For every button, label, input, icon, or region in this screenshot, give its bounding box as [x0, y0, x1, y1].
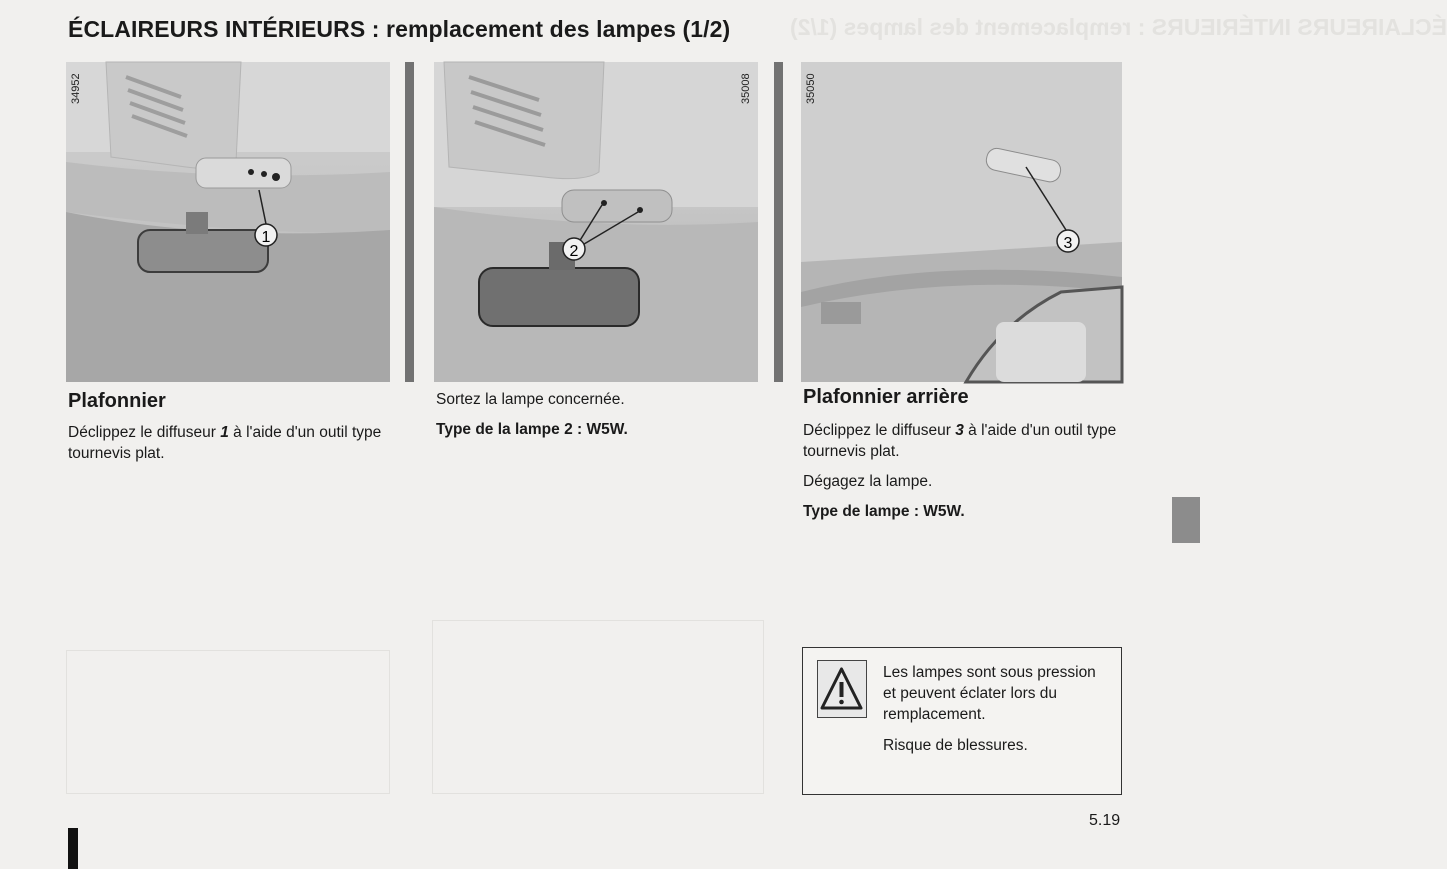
column-divider: [405, 62, 414, 382]
instruction-line: Sortez la lampe concernée.: [436, 391, 625, 408]
section-text-plafonnier-arriere: [803, 420, 1125, 531]
figure-code: 35008: [740, 73, 752, 104]
warning-triangle-icon: [817, 660, 867, 718]
photo-lamp-detail: [434, 62, 758, 382]
bleed-through-box: [432, 620, 764, 794]
ceiling-light-illustration: [66, 62, 390, 382]
chapter-thumb-tab: [1172, 497, 1200, 543]
page-number: 5.19: [1089, 812, 1121, 829]
instruction-line: Dégagez la lampe.: [803, 473, 933, 490]
text-part: à l'aide d'un outil type tournevis plat.: [803, 422, 1117, 460]
warning-risk: Risque de blessures.: [883, 737, 1028, 754]
reference-number: 3: [955, 422, 964, 439]
photo-rear-ceiling-light: [801, 62, 1122, 382]
warning-message: Les lampes sont sous pression et peuvent éclater lors du remplacement.: [883, 664, 1096, 723]
section-title-plafonnier: Plafonnier: [68, 390, 166, 412]
footer-bar: [68, 828, 78, 869]
page-title: ÉCLAIREURS INTÉRIEURS : remplacement des lampes (1/2): [68, 16, 731, 42]
callout-3: 3: [1063, 235, 1073, 252]
warning-text: [883, 662, 1113, 766]
text-part: à l'aide d'un outil type tournevis plat.: [68, 424, 382, 462]
reference-number: 1: [220, 424, 229, 441]
figure-code: 34952: [70, 73, 82, 104]
callout-1: 1: [261, 229, 271, 246]
lamp-detail-illustration: [434, 62, 758, 382]
lamp-type: Type de lampe : W5W.: [803, 503, 965, 520]
callout-2: 2: [569, 243, 579, 260]
text-part: Déclippez le diffuseur: [68, 424, 221, 441]
text-part: Déclippez le diffuseur: [803, 422, 956, 439]
section-text-plafonnier: [68, 422, 393, 473]
section-title-plafonnier-arriere: Plafonnier arrière: [803, 386, 969, 408]
photo-front-ceiling-light: [66, 62, 390, 382]
section-text-lamp: [436, 389, 761, 449]
lamp-type: Type de la lampe 2 : W5W.: [436, 421, 628, 438]
warning-box: [802, 647, 1122, 795]
bleed-through-box: [66, 650, 390, 794]
column-divider: [774, 62, 783, 382]
bleed-through-title: ÉCLAIREURS INTÉRIEURS : remplacement des lampes (1/2): [790, 14, 1447, 40]
rear-ceiling-illustration: [801, 62, 1122, 382]
figure-code: 35050: [805, 73, 817, 104]
